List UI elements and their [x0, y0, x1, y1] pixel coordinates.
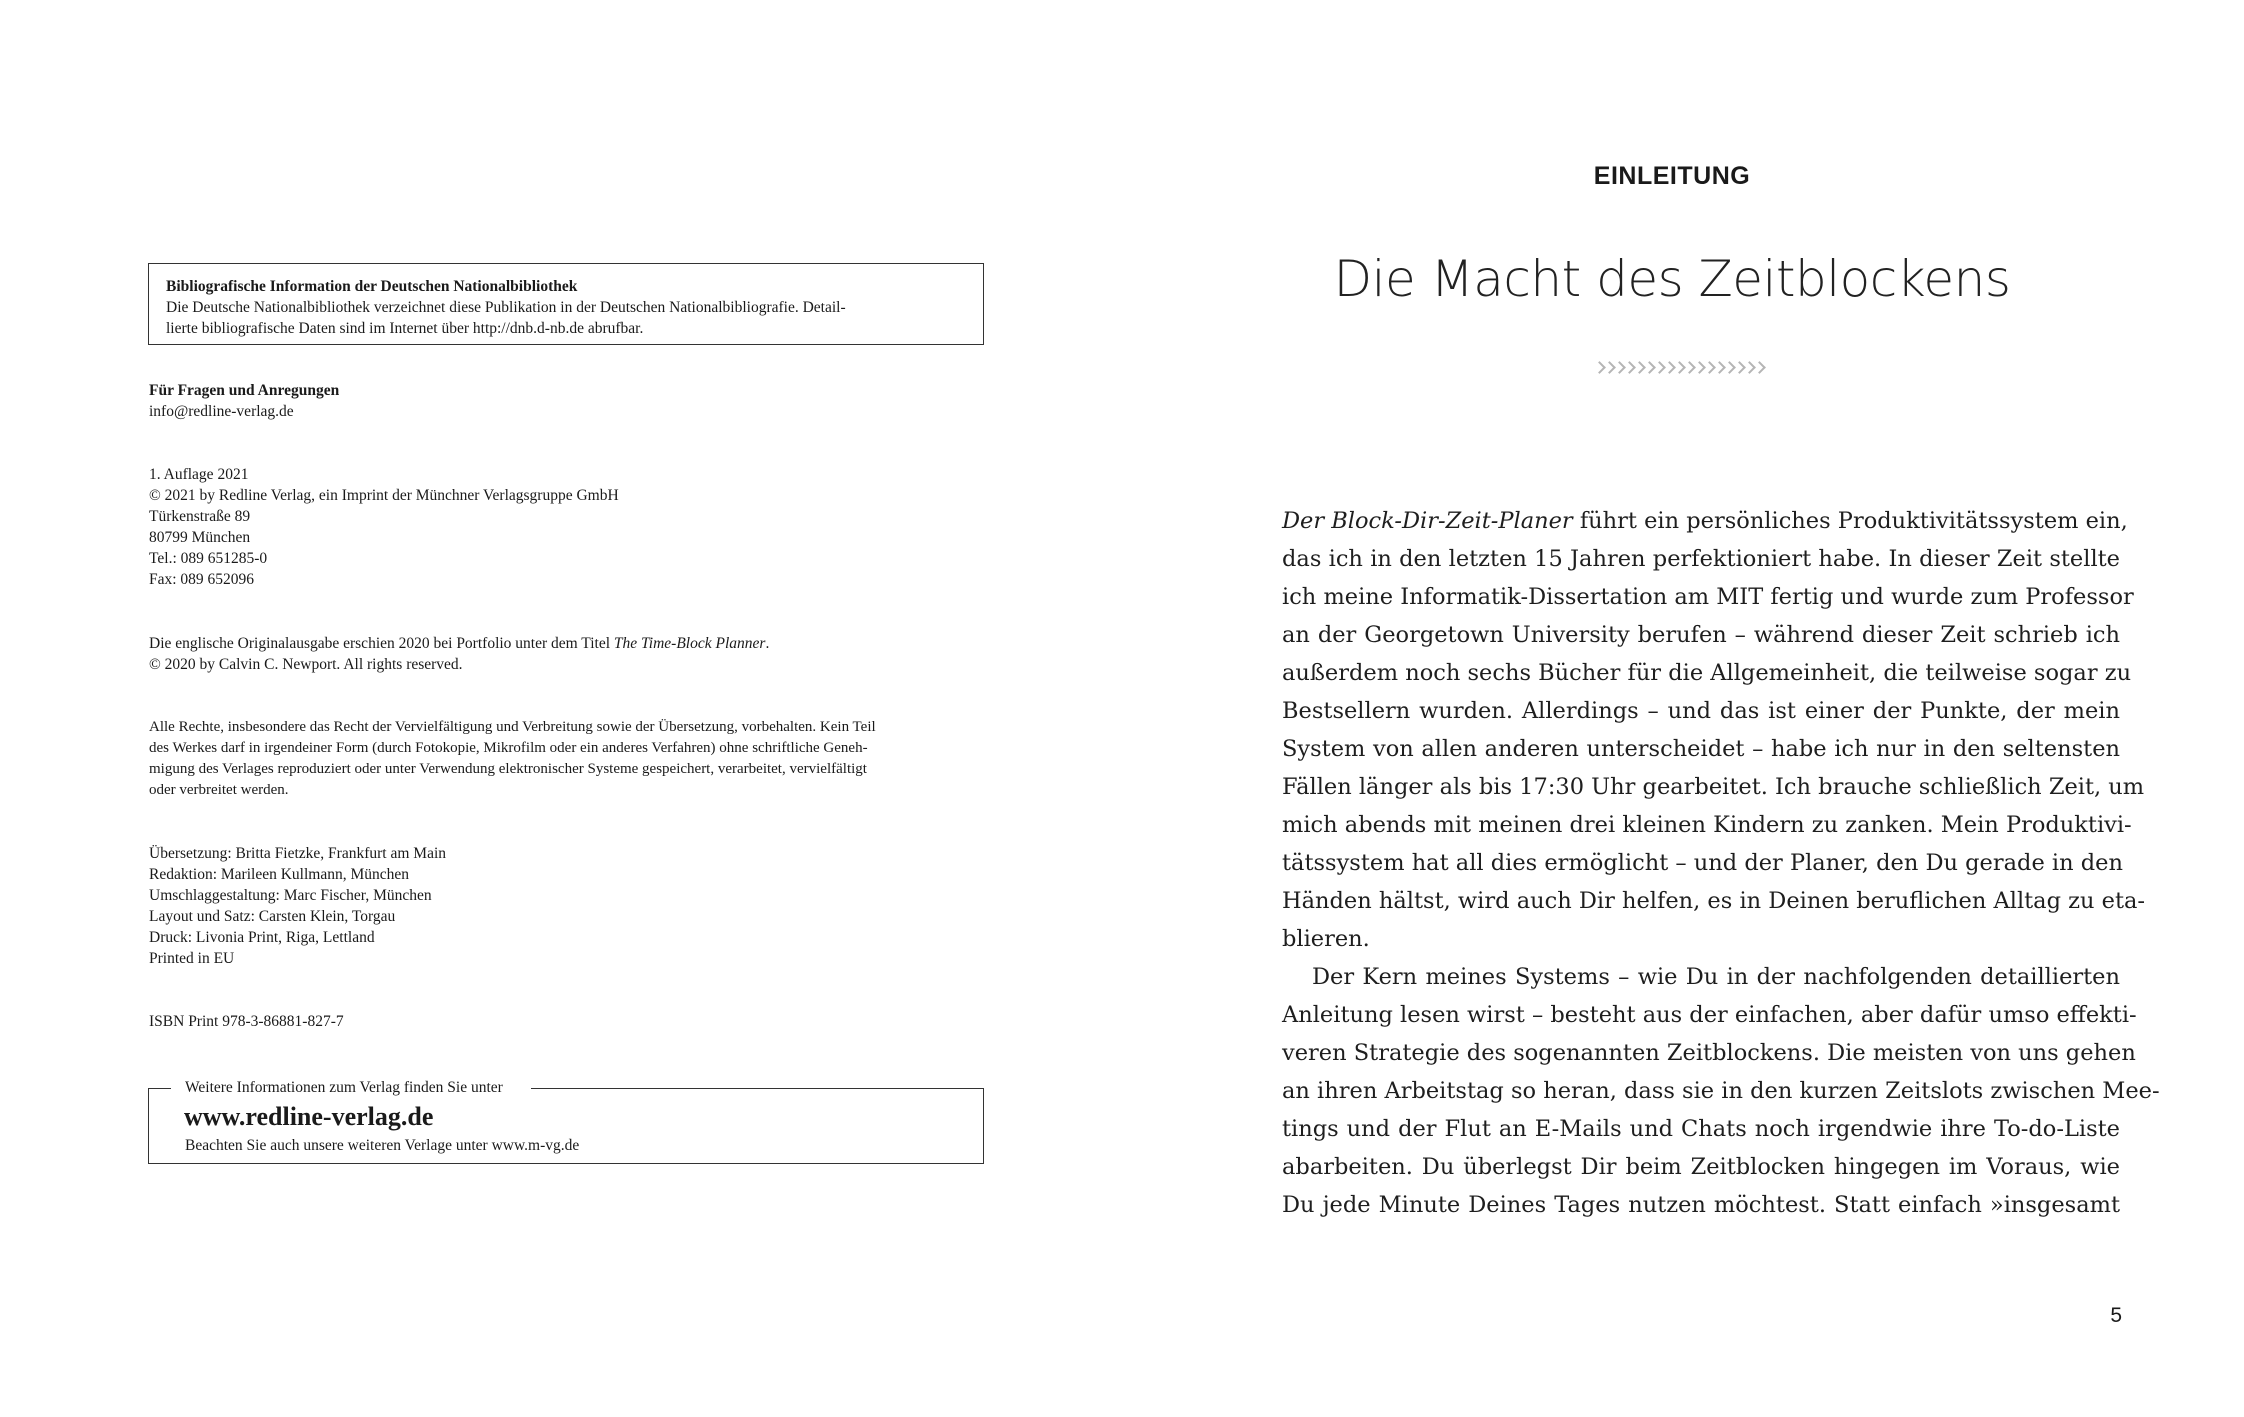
credit-line: Druck: Livonia Print, Riga, Lettland [149, 929, 375, 946]
edition-line: © 2021 by Redline Verlag, ein Imprint der Münchner Verlagsgruppe GmbH [149, 487, 619, 504]
credit-line: Übersetzung: Britta Fietzke, Frankfurt am Main [149, 845, 447, 862]
credit-line: Redaktion: Marileen Kullmann, München [149, 866, 409, 883]
rights-line: des Werkes darf in irgendeiner Form (durch Fotokopie, Mikrofilm oder ein anderes Verfahren) ohne schriftliche Geneh- [149, 740, 868, 756]
text-line: blieren. [1282, 926, 1370, 952]
text-line: das ich in den letzten 15 Jahren perfektioniert habe. In dieser Zeit stellte [1282, 546, 2120, 572]
original-edition-line [149, 633, 989, 654]
book-title: Der Block-Dir-Zeit-Planer [1282, 508, 1573, 534]
text-line: System von allen anderen unterscheidet – habe ich nur in den seltensten [1282, 736, 2120, 762]
chapter-title: Die Macht des Zeitblockens [1333, 250, 2011, 308]
isbn: ISBN Print 978-3-86881-827-7 [149, 1013, 344, 1030]
bibliographic-info-box [148, 263, 984, 345]
edition-line: Fax: 089 652096 [149, 571, 255, 588]
text-line [1282, 502, 2128, 540]
chapter-label: EINLEITUNG [1593, 162, 1751, 190]
web-intro: Weitere Informationen zum Verlag finden Sie unter [185, 1079, 503, 1096]
original-suffix: . [765, 635, 770, 652]
text-line: Bestsellern wurden. Allerdings – und das ist einer der Punkte, der mein [1282, 698, 2120, 724]
box-border [149, 1088, 171, 1089]
web-more: Beachten Sie auch unsere weiteren Verlage unter www.m-vg.de [185, 1137, 580, 1154]
bib-heading: Bibliografische Information der Deutschen Nationalbibliothek [166, 278, 578, 295]
publisher-url: www.redline-verlag.de [184, 1102, 434, 1131]
original-edition-block [149, 633, 989, 675]
edition-line: 80799 München [149, 529, 251, 546]
text-line: außerdem noch sechs Bücher für die Allgemeinheit, die teilweise sogar zu [1282, 660, 2132, 686]
box-border [531, 1088, 983, 1089]
publisher-web-box [148, 1079, 984, 1164]
rights-line: oder verbreitet werden. [149, 782, 289, 798]
edition-line: Tel.: 089 651285-0 [149, 550, 268, 567]
bib-line: lierte bibliografische Daten sind im Internet über http://dnb.d-nb.de abrufbar. [166, 320, 644, 337]
text-line: an ihren Arbeitstag so heran, dass sie in den kurzen Zeitslots zwischen Mee- [1282, 1078, 2160, 1104]
contact-email: info@redline-verlag.de [149, 403, 294, 420]
chapter-page [1122, 0, 2244, 1417]
chevron-right-icon [1755, 360, 1765, 376]
isbn-block [149, 1011, 989, 1032]
credits-block [149, 843, 989, 969]
text-line: Du jede Minute Deines Tages nutzen möchtest. Statt einfach »insgesamt [1282, 1192, 2120, 1218]
text-line: mich abends mit meinen drei kleinen Kindern zu zanken. Mein Produktivi- [1282, 812, 2132, 838]
text-line: tings und der Flut an E-Mails und Chats noch irgendwie ihre To-do-Liste [1282, 1116, 2120, 1142]
contact-heading: Für Fragen und Anregungen [149, 382, 340, 399]
body-text [1282, 502, 2160, 1224]
rights-line: migung des Verlages reproduziert oder unter Verwendung elektronischer Systeme gespeichert, verarbeitet, vervielfältigt [149, 761, 867, 777]
original-copyright: © 2020 by Calvin C. Newport. All rights reserved. [149, 656, 463, 673]
text-line: abarbeiten. Du überlegst Dir beim Zeitblocken hingegen im Voraus, wie [1282, 1154, 2120, 1180]
original-title: The Time-Block Planner [613, 635, 766, 652]
bib-line: Die Deutsche Nationalbibliothek verzeichnet diese Publikation in der Deutschen Nationalbibliografie. Detail- [166, 299, 846, 316]
text-line: an der Georgetown University berufen – während dieser Zeit schrieb ich [1282, 622, 2120, 648]
text-line: ich meine Informatik-Dissertation am MIT fertig und wurde zum Professor [1282, 584, 2134, 610]
chevron-ornament [1595, 360, 1765, 376]
edition-block [149, 464, 989, 590]
text-span: führt ein persönliches Produktivitätssystem ein, [1572, 508, 2128, 534]
credit-line: Umschlaggestaltung: Marc Fischer, München [149, 887, 432, 904]
contact-block [149, 380, 989, 422]
text-line: tätssystem hat all dies ermöglicht – und der Planer, den Du gerade in den [1282, 850, 2123, 876]
rights-line: Alle Rechte, insbesondere das Recht der Vervielfältigung und Verbreitung sowie der Übersetzung, vorbehalten. Kein Teil [149, 719, 876, 735]
edition-line: 1. Auflage 2021 [149, 466, 249, 483]
page-number: 5 [2110, 1304, 2122, 1327]
rights-block [149, 717, 989, 801]
original-prefix: Die englische Originalausgabe erschien 2020 bei Portfolio unter dem Titel [149, 635, 614, 652]
text-line: Der Kern meines Systems – wie Du in der nachfolgenden detaillierten [1312, 964, 2120, 990]
text-line: Fällen länger als bis 17:30 Uhr gearbeitet. Ich brauche schließlich Zeit, um [1282, 774, 2145, 800]
credit-line: Layout und Satz: Carsten Klein, Torgau [149, 908, 396, 925]
text-line: Händen hältst, wird auch Dir helfen, es in Deinen beruflichen Alltag zu eta- [1282, 888, 2146, 914]
credit-line: Printed in EU [149, 950, 235, 967]
text-line: Anleitung lesen wirst – besteht aus der einfachen, aber dafür umso effekti- [1282, 1002, 2137, 1028]
text-line: veren Strategie des sogenannten Zeitblockens. Die meisten von uns gehen [1282, 1040, 2136, 1066]
edition-line: Türkenstraße 89 [149, 508, 251, 525]
